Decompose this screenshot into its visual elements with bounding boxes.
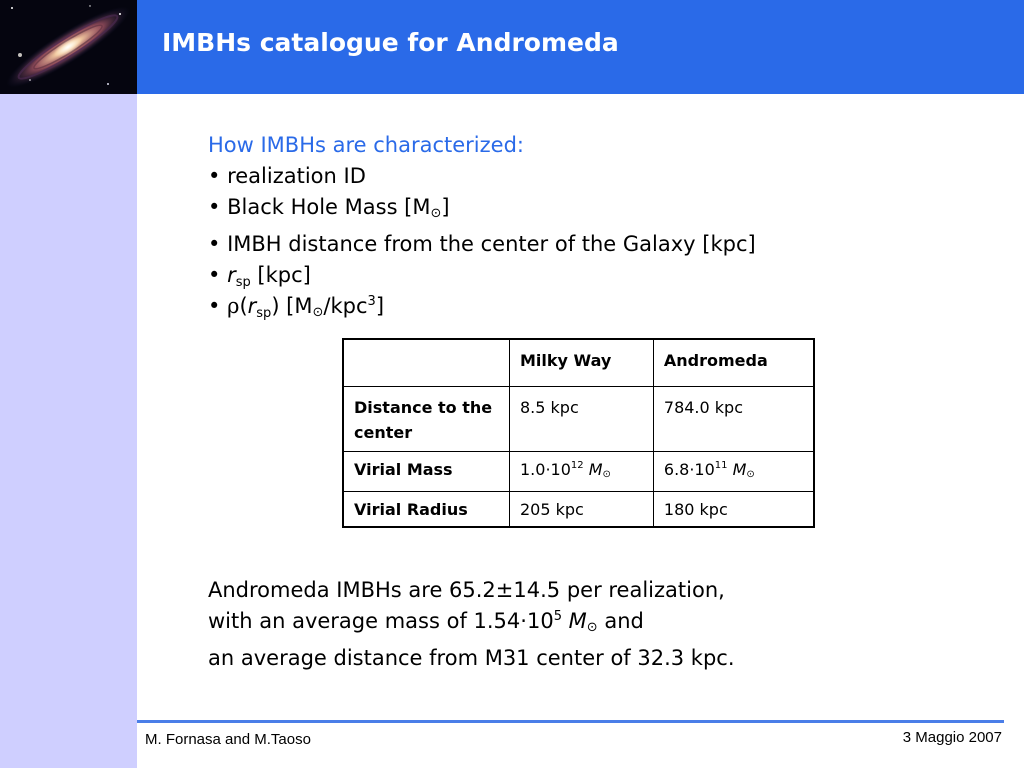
column-header-andromeda: Andromeda xyxy=(653,339,814,387)
sun-symbol: ⊙ xyxy=(602,469,611,480)
list-item: • realization ID xyxy=(208,164,366,188)
comparison-table xyxy=(342,338,815,528)
andromeda-galaxy-image xyxy=(0,0,137,94)
table-cell: 784.0 kpc xyxy=(653,387,814,452)
slide-title: IMBHs catalogue for Andromeda xyxy=(162,28,619,57)
list-item: • $\rho(r_{sp})$ [M⊙/kpc$^3$] xyxy=(208,294,385,321)
table-cell: 8.5 kpc xyxy=(510,387,654,452)
column-header-milky-way: Milky Way xyxy=(510,339,654,387)
sun-symbol: ⊙ xyxy=(312,305,324,320)
galaxy-illustration xyxy=(0,0,137,94)
table-header-row xyxy=(343,339,814,387)
footer-date: 3 Maggio 2007 xyxy=(902,729,1002,746)
table-row xyxy=(343,452,814,492)
table-corner-cell xyxy=(343,339,510,387)
sun-symbol: ⊙ xyxy=(430,206,442,221)
table-row xyxy=(343,492,814,528)
list-item: • $r_{sp}$ [kpc] xyxy=(208,263,311,290)
list-item: • Black Hole Mass [M⊙] xyxy=(208,195,450,221)
summary-line: an average distance from M31 center of 32.3 kpc. xyxy=(208,646,735,670)
table-row xyxy=(343,387,814,452)
row-header-distance: Distance to the center xyxy=(343,387,510,452)
sidebar-strip xyxy=(0,0,137,768)
table-cell: $1.0\cdot 10^{12}$ M⊙ xyxy=(510,452,654,492)
list-intro: How IMBHs are characterized: xyxy=(208,133,524,157)
summary-line: with an average mass of $1.54\cdot 10^5$ M⊙ and xyxy=(208,609,644,635)
row-header-virial-radius: Virial Radius xyxy=(343,492,510,528)
footer-divider xyxy=(137,720,1004,723)
summary-line: Andromeda IMBHs are 65.2±14.5 per realization, xyxy=(208,578,725,602)
characterization-list xyxy=(208,130,756,328)
footer-authors: M. Fornasa and M.Taoso xyxy=(145,731,311,748)
summary-text xyxy=(208,575,735,674)
sun-symbol: ⊙ xyxy=(586,620,598,635)
row-header-virial-mass: Virial Mass xyxy=(343,452,510,492)
table-cell: 205 kpc xyxy=(510,492,654,528)
list-item: • IMBH distance from the center of the Galaxy [kpc] xyxy=(208,232,756,256)
table-cell: $6.8\cdot 10^{11}$ M⊙ xyxy=(653,452,814,492)
table-cell: 180 kpc xyxy=(653,492,814,528)
sun-symbol: ⊙ xyxy=(746,469,755,480)
